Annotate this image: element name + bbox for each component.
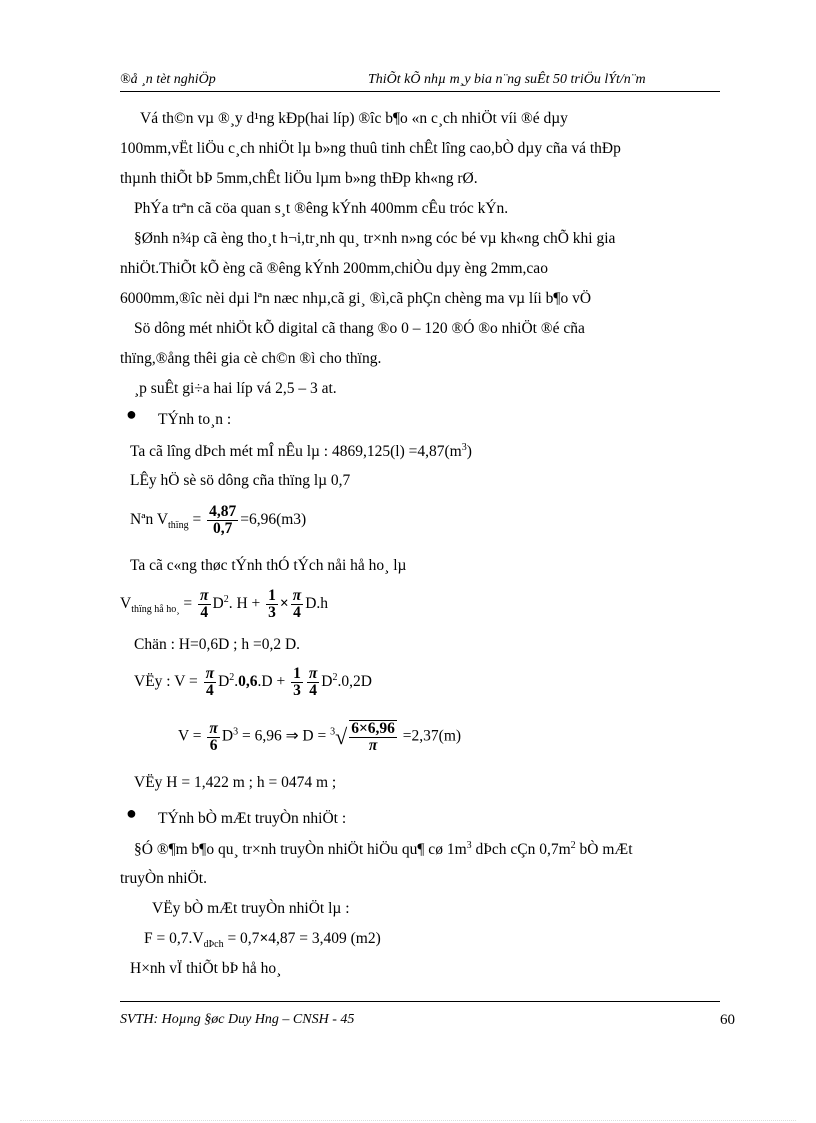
heat-line: $F = 0,7.V_{dÞch} = 0,7\times 4,87 = 3,409$ (m2) [144,930,381,951]
para-line: Vá th©n vµ ®¸y d¹ng kÐp(hai líp) ®îc b¶o «n c¸ch nhiÖt víi ®é dµy [140,110,568,127]
header-right: ThiÕt kÕ nhµ m¸y bia n¨ng suÊt 50 triÖu lÝt/n¨m [368,72,646,87]
bullet-icon: ● [126,803,137,823]
formula-vay: VËy : V = $\frac{\pi}{4}$ $D^2.0,6.D$ + $\frac{1}{3}$ $\frac{\pi}{4}$ $D^2.0,2D$ [134,665,372,699]
para-line: Sö dông mét nhiÖt kÕ digital cã thang ®o 0 – 120 ®Ó ®o nhiÖt ®é cña [134,320,585,337]
formula-volume: $V_{thïng hå ho¸}$ = $\frac{\pi}{4}$ $D^2$. H + $\frac{1}{3}$ × $\frac{\pi}{4}$ D.h [120,587,329,621]
formula-diameter: V = $\frac{\pi}{6}$ $D^3 = 6,96$ ⇒ D = $^3$√ $\frac{6\times 6,96}{\pi}$ =2,37(m) [178,719,462,754]
section-title-heat: TÝnh bÒ mÆt truyÒn nhiÖt : [158,810,347,827]
calc-line: Ta cã c«ng thøc tÝnh thÓ tÝch nåi hå ho¸ lµ [130,557,407,574]
page-edge [20,1120,796,1121]
heat-line: H×nh vÏ thiÕt bÞ hå ho¸ [130,960,282,977]
heat-line: VËy bÒ mÆt truyÒn nhiÖt lµ : [152,900,350,917]
para-line: §Ønh n¾p cã èng tho¸t h¬i,tr¸nh qu¸ tr×nh n»ng cóc bé vµ kh«ng chÕ khi gia [134,230,616,247]
para-line: 6000mm,®îc nèi dµi lªn næc nhµ,cã gi¸ ®ì,cã phÇn chèng ma vµ líi b¶o vÖ [120,290,592,307]
calc-line: Chän : H=0,6D ; h =0,2 D. [134,636,301,653]
para-line: thïng,®ång thêi gia cè ch©n ®ì cho thïng. [120,350,382,367]
calc-line: Ta cã lîng dÞch mét mÎ nÊu lµ : $4869,125(l) =4,87(m^3)$ [130,442,472,461]
header-rule [120,91,720,92]
fraction: $\frac{4,87}{0,7}$ [209,503,237,537]
bullet-icon: ● [126,404,137,424]
footer-rule [120,1001,720,1002]
para-line: PhÝa trªn cã cöa quan s¸t ®êng kÝnh 400mm cÊu tróc kÝn. [134,200,509,217]
formula-vthung: Nªn $V_{thïng}$ = $\frac{4,87}{0,7}$ =6,96(m3) [130,503,307,537]
para-line: nhiÖt.ThiÕt kÕ èng cã ®êng kÝnh 200mm,chiÒu dµy èng 2mm,cao [120,260,548,277]
para-line: ¸p suÊt gi÷a hai líp vá 2,5 – 3 at. [134,380,337,397]
heat-line: §Ó ®¶m b¶o qu¸ tr×nh truyÒn nhiÖt hiÖu qu¶ cø $1m^3$ dÞch cÇn $0,7m^2$ bÒ mÆt [134,840,633,859]
calc-line: LÊy hÖ sè sö dông cña thïng lµ 0,7 [130,472,351,489]
page-number: 60 [720,1012,735,1028]
para-line: 100mm,vËt liÖu c¸ch nhiÖt lµ b»ng thuû tinh chÊt lîng cao,bÒ dµy cña vá thÐp [120,140,621,157]
heat-line: truyÒn nhiÖt. [120,870,207,887]
footer-author: SVTH: Hoµng §øc Duy Hng – CNSH - 45 [120,1012,355,1027]
section-title-calc: TÝnh to¸n : [158,411,232,428]
header-left: ®å ¸n tèt nghiÖp [120,72,216,87]
para-line: thµnh thiÕt bÞ 5mm,chÊt liÖu lµm b»ng thÐp kh«ng rØ. [120,170,478,187]
calc-line: VËy H = 1,422 m ; h = 0474 m ; [134,774,337,791]
